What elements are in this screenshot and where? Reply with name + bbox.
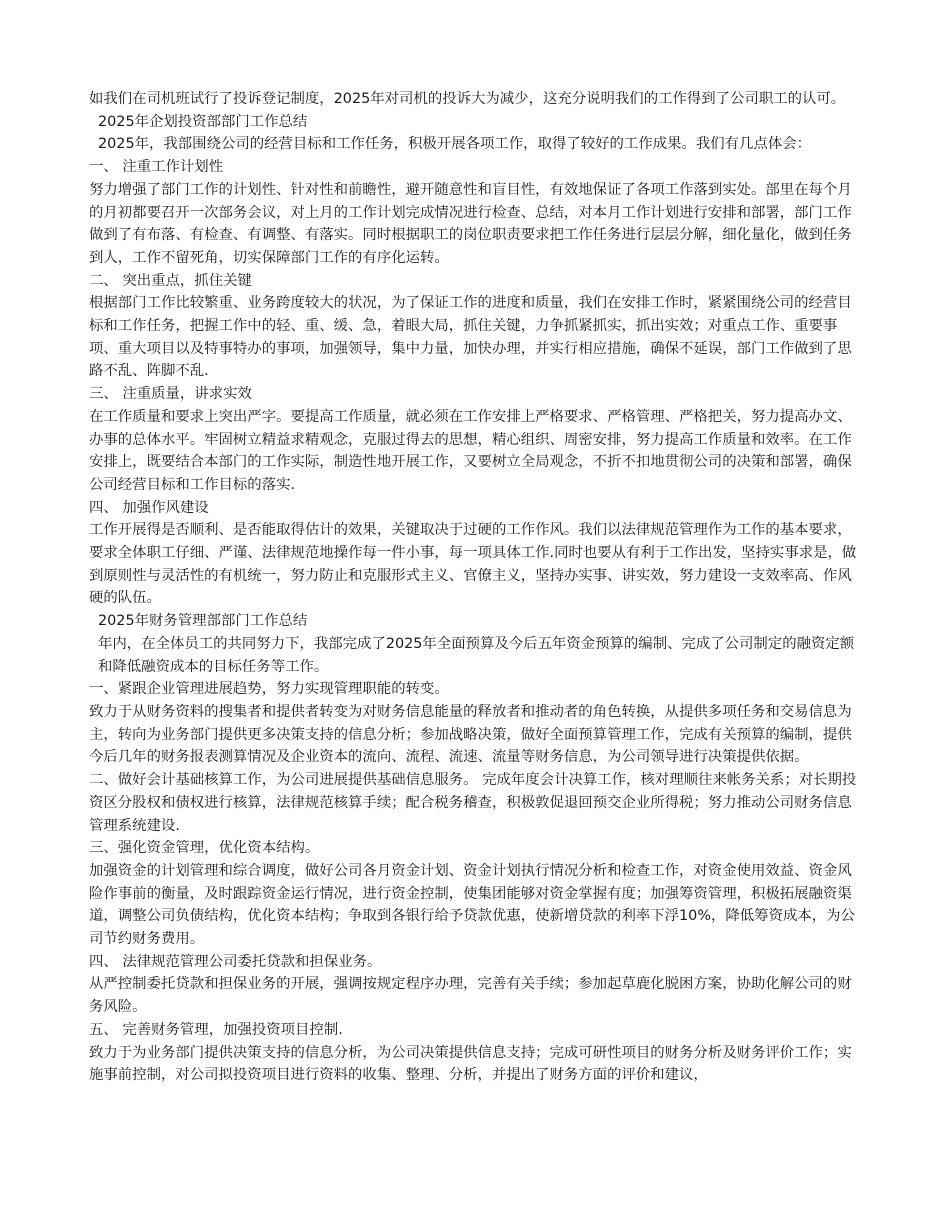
- paragraph: 年内，在全体员工的共同努力下，我部完成了2025年全面预算及今后五年资金预算的编制、完成了公司制定的融资定额和降低融资成本的目标任务等工作。: [98, 635, 855, 675]
- subheading: 二、 突出重点，抓住关键: [89, 272, 252, 289]
- paragraph: 致力于为业务部门提供决策支持的信息分析，为公司决策提供信息支持；完成可研性项目的财务分析及财务评价工作；实施事前控制，对公司拟投资项目进行资料的收集、整理、分析，并提出了财务方面的评价和建议，: [89, 1044, 852, 1084]
- document-body: [89, 88, 864, 1087]
- section-heading: 2025年财务管理部部门工作总结: [98, 613, 308, 630]
- paragraph: 工作开展得是否顺利、是否能取得估计的效果，关键取决于过硬的工作作风。我们以法律规范管理作为工作的基本要求，要求全体职工仔细、严谨、法律规范地操作每一件小事，每一项具体工作.同时也要从有利于工作出发，坚持实事求是，做到原则性与灵活性的有机统一，努力防止和克服形式主义、官僚主义，坚持办实事、讲实效，努力建设一支效率高、作风硬的队伍。: [89, 522, 857, 607]
- section-heading: 2025年企划投资部部门工作总结: [98, 113, 308, 130]
- paragraph: 在工作质量和要求上突出严字。要提高工作质量，就必须在工作安排上严格要求、严格管理、严格把关，努力提高办文、办事的总体水平。牢固树立精益求精观念，克服过得去的思想，精心组织、周密安排，努力提高工作质量和效率。在工作安排上，既要结合本部门的工作实际，制造性地开展工作，又要树立全局观念，不折不扣地贯彻公司的决策和部署，确保公司经营目标和工作目标的落实.: [89, 408, 852, 493]
- subheading: 四、 法律规范管理公司委托贷款和担保业务。: [89, 953, 382, 970]
- paragraph: 努力增强了部门工作的计划性、针对性和前瞻性，避开随意性和盲目性，有效地保证了各项工作落到实处。部里在每个月的月初都要召开一次部务会议，对上月的工作计划完成情况进行检查、总结，对本月工作计划进行安排和部署，部门工作做到了有布落、有检查、有调整、有落实。同时根据职工的岗位职责要求把工作任务进行层层分解，细化量化，做到任务到人，工作不留死角，切实保障部门工作的有序化运转。: [89, 181, 852, 266]
- paragraph: 根据部门工作比较繁重、业务跨度较大的状况，为了保证工作的进度和质量，我们在安排工作时，紧紧围绕公司的经营目标和工作任务，把握工作中的轻、重、缓、急，着眼大局，抓住关键，力争抓紧抓实，抓出实效；对重点工作、重要事项、重大项目以及特事特办的事项，加强领导，集中力量，加快办理，并实行相应措施，确保不延误，部门工作做到了思路不乱、阵脚不乱.: [89, 295, 852, 380]
- paragraph: 加强资金的计划管理和综合调度，做好公司各月资金计划、资金计划执行情况分析和检查工作，对资金使用效益、资金风险作事前的衡量，及时跟踪资金运行情况，进行资金控制，使集团能够对资金掌握有度；加强筹资管理，积极拓展融资渠道，调整公司负债结构，优化资本结构；争取到各银行给予贷款优惠，使新增贷款的利率下浮10%，降低筹资成本，为公司节约财务费用。: [89, 862, 855, 948]
- paragraph: 2025年，我部围绕公司的经营目标和工作任务，积极开展各项工作，取得了较好的工作成果。我们有几点体会：: [98, 136, 811, 153]
- subheading: 一、紧跟企业管理进展趋势，努力实现管理职能的转变。: [89, 681, 449, 698]
- paragraph: 致力于从财务资料的搜集者和提供者转变为对财务信息能量的释放者和推动者的角色转换，从提供多项任务和交易信息为主，转向为业务部门提供更多决策支持的信息分析；参加战略决策，做好全面预算管理工作，完成有关预算的编制，提供今后几年的财务报表测算情况及企业资本的流向、流程、流速、流量等财务信息，为公司领导进行决策提供依据。: [89, 703, 852, 766]
- subheading: 四、 加强作风建设: [89, 499, 209, 516]
- paragraph: 从严控制委托贷款和担保业务的开展，强调按规定程序办理，完善有关手续；参加起草鹿化脱困方案，协助化解公司的财务风险。: [89, 976, 852, 1016]
- subheading: 一、 注重工作计划性: [89, 159, 224, 176]
- paragraph: 如我们在司机班试行了投诉登记制度，2025年对司机的投诉大为减少，这充分说明我们的工作得到了公司职工的认可。: [89, 91, 846, 107]
- paragraph: 二、做好会计基础核算工作，为公司进展提供基础信息服务。 完成年度会计决算工作，核对理顺往来帐务关系；对长期投资区分股权和债权进行核算，法律规范核算手续；配合税务稽查，积极敦促退回预交企业所得税；努力推动公司财务信息管理系统建设.: [89, 772, 857, 834]
- subheading: 五、 完善财务管理，加强投资项目控制.: [89, 1021, 343, 1038]
- subheading: 三、 注重质量，讲求实效: [89, 386, 252, 403]
- subheading: 三、强化资金管理，优化资本结构。: [89, 840, 320, 857]
